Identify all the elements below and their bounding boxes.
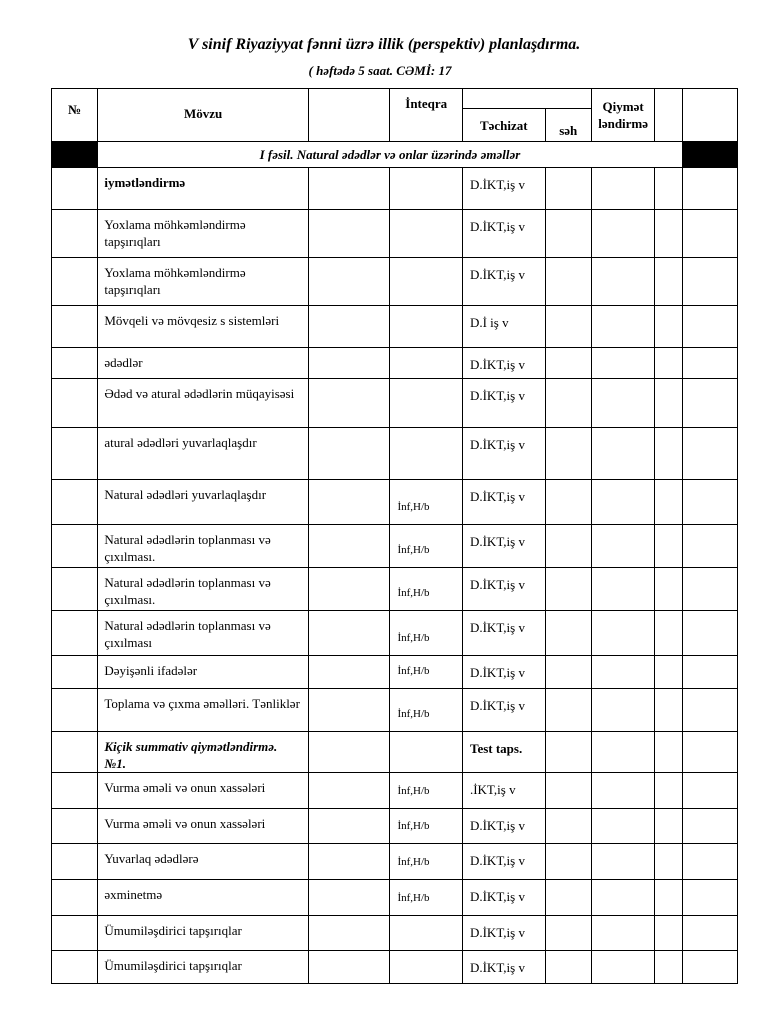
page-cell	[545, 348, 591, 379]
empty-cell	[682, 348, 737, 379]
equipment-cell: D.İKT,iş v	[462, 880, 545, 916]
section-marker	[52, 142, 98, 168]
empty-cell	[655, 348, 682, 379]
page-cell	[545, 773, 591, 809]
header-equipment: Təchizat	[462, 109, 545, 142]
header-empty-cell	[682, 89, 737, 142]
assessment-cell	[591, 689, 654, 732]
table-row	[52, 951, 738, 984]
empty-cell	[655, 168, 682, 210]
page-cell	[545, 525, 591, 568]
empty-cell	[655, 880, 682, 916]
integration-cell: İnf,H/b	[390, 611, 463, 656]
equipment-cell: D.İKT,iş v	[462, 210, 545, 258]
topic-cell: Yoxlama möhkəmləndirmə tapşırıqları	[98, 258, 309, 306]
assessment-cell	[591, 210, 654, 258]
topic-cell: Natural ədədləri yuvarlaqlaşdır	[98, 480, 309, 525]
integration-cell	[390, 258, 463, 306]
empty-cell	[308, 880, 390, 916]
empty-cell	[682, 258, 737, 306]
equipment-cell: D.İKT,iş v	[462, 689, 545, 732]
topic-cell: Natural ədədlərin toplanması və çıxılması.	[98, 525, 309, 568]
table-row	[52, 916, 738, 951]
topic-cell: Ümumiləşdirici tapşırıqlar	[98, 951, 309, 984]
topic-cell: iymətləndirmə	[98, 168, 309, 210]
empty-cell	[308, 773, 390, 809]
equipment-cell: D.İKT,iş v	[462, 611, 545, 656]
topic-cell: əxminetmə	[98, 880, 309, 916]
header-assessment: Qiymət ləndirmə	[591, 89, 654, 142]
number-cell	[52, 428, 98, 480]
assessment-cell	[591, 809, 654, 844]
empty-cell	[682, 732, 737, 773]
page-cell	[545, 611, 591, 656]
empty-cell	[682, 611, 737, 656]
topic-cell: Ümumiləşdirici tapşırıqlar	[98, 916, 309, 951]
empty-cell	[682, 844, 737, 880]
header-integration: İnteqra	[390, 89, 463, 142]
assessment-cell	[591, 773, 654, 809]
header-empty-cell	[308, 89, 390, 142]
empty-cell	[655, 379, 682, 428]
number-cell	[52, 880, 98, 916]
document-title: V sinif Riyaziyyat fənni üzrə illik (perspektiv) planlaşdırma.	[187, 36, 581, 53]
empty-cell	[682, 809, 737, 844]
page-cell	[545, 809, 591, 844]
topic-cell: Dəyişənli ifadələr	[98, 656, 309, 689]
empty-cell	[308, 656, 390, 689]
integration-cell: İnf,H/b	[390, 689, 463, 732]
empty-cell	[682, 428, 737, 480]
empty-cell	[308, 258, 390, 306]
table-row	[52, 689, 738, 732]
assessment-cell	[591, 568, 654, 611]
empty-cell	[308, 568, 390, 611]
topic-cell: Yoxlama möhkəmləndirmə tapşırıqları	[98, 210, 309, 258]
equipment-cell: D.İKT,iş v	[462, 525, 545, 568]
equipment-cell: D.İKT,iş v	[462, 568, 545, 611]
integration-cell: İnf,H/b	[390, 525, 463, 568]
empty-cell	[655, 916, 682, 951]
equipment-cell: D.İKT,iş v	[462, 809, 545, 844]
number-cell	[52, 168, 98, 210]
equipment-cell: D.İKT,iş v	[462, 348, 545, 379]
empty-cell	[308, 809, 390, 844]
topic-cell: Vurma əməli və onun xassələri	[98, 773, 309, 809]
page-cell	[545, 916, 591, 951]
page-cell	[545, 480, 591, 525]
empty-cell	[682, 656, 737, 689]
table-row	[52, 258, 738, 306]
empty-cell	[682, 916, 737, 951]
page-cell	[545, 379, 591, 428]
integration-cell: İnf,H/b	[390, 773, 463, 809]
empty-cell	[655, 951, 682, 984]
equipment-cell: D.İ iş v	[462, 306, 545, 348]
empty-cell	[655, 844, 682, 880]
assessment-cell	[591, 844, 654, 880]
empty-cell	[655, 656, 682, 689]
empty-cell	[682, 689, 737, 732]
equipment-cell: Test taps.	[462, 732, 545, 773]
equipment-cell: D.İKT,iş v	[462, 480, 545, 525]
empty-cell	[682, 168, 737, 210]
empty-cell	[308, 916, 390, 951]
table-row	[52, 611, 738, 656]
equipment-cell: D.İKT,iş v	[462, 428, 545, 480]
number-cell	[52, 611, 98, 656]
table-row	[52, 306, 738, 348]
topic-cell: Vurma əməli və onun xassələri	[98, 809, 309, 844]
topic-cell: Toplama və çıxma əməlləri. Tənliklər	[98, 689, 309, 732]
assessment-cell	[591, 480, 654, 525]
number-cell	[52, 568, 98, 611]
assessment-cell	[591, 732, 654, 773]
topic-cell: Natural ədədlərin toplanması və çıxılması.	[98, 568, 309, 611]
integration-cell	[390, 732, 463, 773]
table-row	[52, 880, 738, 916]
table-row	[52, 428, 738, 480]
topic-cell: Yuvarlaq ədədlərə	[98, 844, 309, 880]
empty-cell	[682, 951, 737, 984]
empty-cell	[655, 689, 682, 732]
empty-cell	[682, 480, 737, 525]
topic-cell: ədədlər	[98, 348, 309, 379]
number-cell	[52, 951, 98, 984]
document-subtitle: ( həftədə 5 saat. CƏMİ: 17	[308, 63, 452, 78]
table-row	[52, 210, 738, 258]
assessment-cell	[591, 656, 654, 689]
equipment-cell: D.İKT,iş v	[462, 951, 545, 984]
integration-cell	[390, 306, 463, 348]
empty-cell	[308, 844, 390, 880]
section-marker	[682, 142, 737, 168]
assessment-cell	[591, 611, 654, 656]
empty-cell	[308, 210, 390, 258]
empty-cell	[308, 428, 390, 480]
empty-cell	[308, 480, 390, 525]
topic-cell: Natural ədədlərin toplanması və çıxılması	[98, 611, 309, 656]
table-row	[52, 348, 738, 379]
table-row	[52, 844, 738, 880]
empty-cell	[308, 611, 390, 656]
number-cell	[52, 348, 98, 379]
assessment-cell	[591, 306, 654, 348]
integration-cell: İnf,H/b	[390, 880, 463, 916]
integration-cell	[390, 210, 463, 258]
number-cell	[52, 306, 98, 348]
table-row	[52, 773, 738, 809]
table-row	[52, 568, 738, 611]
equipment-cell: D.İKT,iş v	[462, 844, 545, 880]
page-cell	[545, 880, 591, 916]
empty-cell	[308, 306, 390, 348]
header-topic: Mövzu	[98, 89, 309, 142]
plan-table	[51, 88, 738, 984]
empty-cell	[682, 306, 737, 348]
table-row	[52, 168, 738, 210]
integration-cell	[390, 951, 463, 984]
assessment-cell	[591, 951, 654, 984]
empty-cell	[655, 306, 682, 348]
integration-cell	[390, 916, 463, 951]
empty-cell	[682, 773, 737, 809]
equipment-cell: D.İKT,iş v	[462, 168, 545, 210]
number-cell	[52, 210, 98, 258]
integration-cell	[390, 348, 463, 379]
equipment-cell: .İKT,iş v	[462, 773, 545, 809]
table-row	[52, 732, 738, 773]
page-cell	[545, 732, 591, 773]
integration-cell: İnf,H/b	[390, 568, 463, 611]
empty-cell	[655, 525, 682, 568]
number-cell	[52, 844, 98, 880]
number-cell	[52, 258, 98, 306]
empty-cell	[682, 525, 737, 568]
page-cell	[545, 210, 591, 258]
empty-cell	[655, 210, 682, 258]
empty-cell	[682, 379, 737, 428]
table-row	[52, 809, 738, 844]
number-cell	[52, 732, 98, 773]
empty-cell	[308, 951, 390, 984]
number-cell	[52, 689, 98, 732]
assessment-cell	[591, 348, 654, 379]
number-cell	[52, 379, 98, 428]
empty-cell	[308, 689, 390, 732]
page-cell	[545, 689, 591, 732]
empty-cell	[655, 611, 682, 656]
assessment-cell	[591, 916, 654, 951]
header-equipment-group	[462, 89, 591, 109]
table-row	[52, 656, 738, 689]
topic-cell: Kiçik summativ qiymətləndirmə. №1.	[98, 732, 309, 773]
empty-cell	[655, 773, 682, 809]
empty-cell	[308, 168, 390, 210]
number-cell	[52, 916, 98, 951]
empty-cell	[655, 732, 682, 773]
number-cell	[52, 525, 98, 568]
empty-cell	[655, 428, 682, 480]
empty-cell	[655, 568, 682, 611]
integration-cell	[390, 428, 463, 480]
header-page: səh	[545, 109, 591, 142]
empty-cell	[682, 880, 737, 916]
number-cell	[52, 809, 98, 844]
empty-cell	[682, 568, 737, 611]
equipment-cell: D.İKT,iş v	[462, 379, 545, 428]
empty-cell	[308, 348, 390, 379]
section-title: I fəsil. Natural ədədlər və onlar üzərində əməllər	[98, 142, 682, 168]
header-number: №	[52, 89, 98, 142]
table-row	[52, 480, 738, 525]
assessment-cell	[591, 258, 654, 306]
empty-cell	[308, 732, 390, 773]
page-cell	[545, 306, 591, 348]
empty-cell	[655, 809, 682, 844]
topic-cell: atural ədədləri yuvarlaqlaşdır	[98, 428, 309, 480]
empty-cell	[308, 525, 390, 568]
assessment-cell	[591, 428, 654, 480]
page-cell	[545, 428, 591, 480]
assessment-cell	[591, 379, 654, 428]
assessment-cell	[591, 880, 654, 916]
page-cell	[545, 168, 591, 210]
integration-cell: İnf,H/b	[390, 844, 463, 880]
empty-cell	[655, 480, 682, 525]
page-cell	[545, 951, 591, 984]
table-row	[52, 379, 738, 428]
integration-cell: İnf,H/b	[390, 656, 463, 689]
empty-cell	[655, 258, 682, 306]
empty-cell	[308, 379, 390, 428]
integration-cell	[390, 379, 463, 428]
integration-cell: İnf,H/b	[390, 809, 463, 844]
assessment-cell	[591, 168, 654, 210]
number-cell	[52, 656, 98, 689]
header-empty-cell	[655, 89, 682, 142]
assessment-cell	[591, 525, 654, 568]
number-cell	[52, 480, 98, 525]
page-cell	[545, 258, 591, 306]
page-cell	[545, 844, 591, 880]
empty-cell	[682, 210, 737, 258]
equipment-cell: D.İKT,iş v	[462, 916, 545, 951]
table-row	[52, 525, 738, 568]
equipment-cell: D.İKT,iş v	[462, 258, 545, 306]
page-cell	[545, 568, 591, 611]
integration-cell	[390, 168, 463, 210]
topic-cell: Ədəd və atural ədədlərin müqayisəsi	[98, 379, 309, 428]
number-cell	[52, 773, 98, 809]
equipment-cell: D.İKT,iş v	[462, 656, 545, 689]
topic-cell: Mövqeli və mövqesiz s sistemləri	[98, 306, 309, 348]
integration-cell: İnf,H/b	[390, 480, 463, 525]
page-cell	[545, 656, 591, 689]
